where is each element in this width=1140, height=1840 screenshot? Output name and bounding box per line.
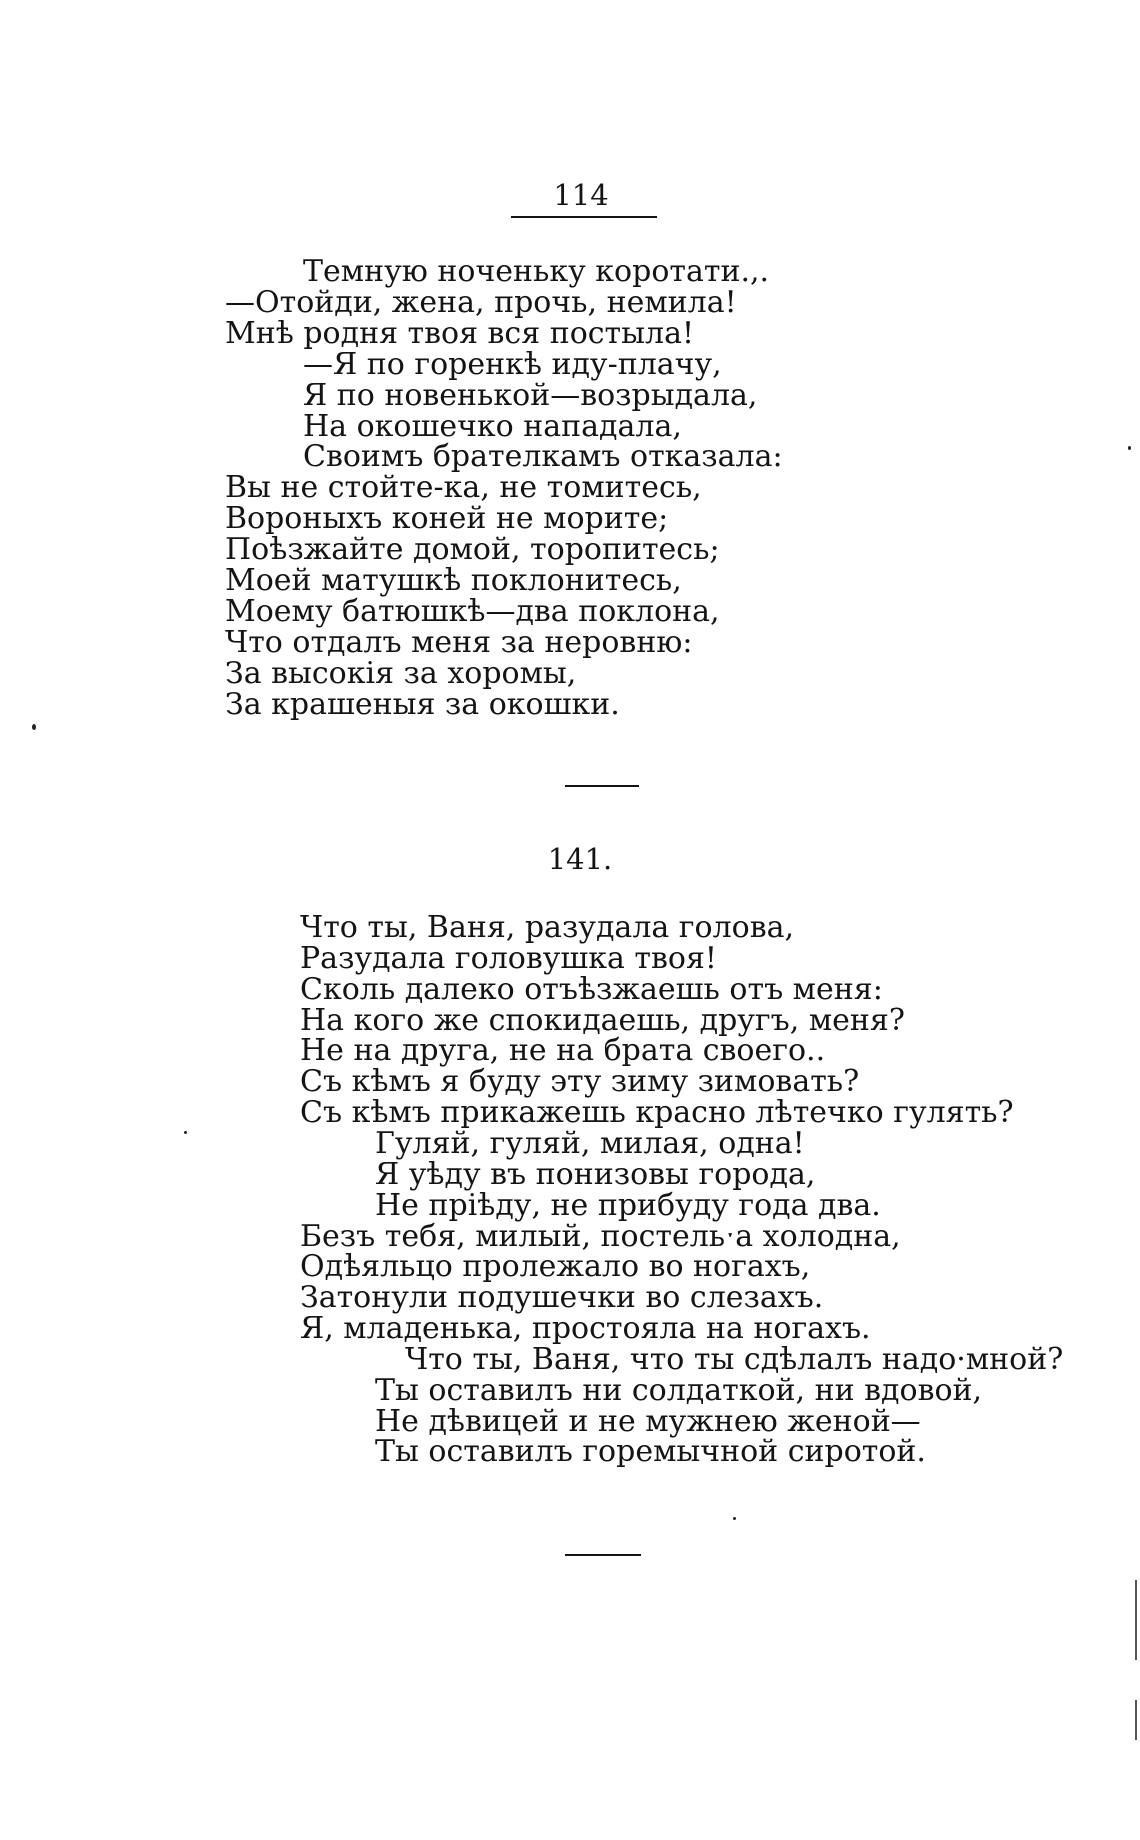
poem-line: Разудала головушка твоя!: [300, 940, 717, 976]
poem-line: Ты оставилъ ни солдаткой, ни вдовой,: [375, 1372, 983, 1408]
poem-line: За высокія за хоромы,: [225, 655, 577, 691]
page-number-underline: [511, 216, 657, 218]
poem-line: Моему батюшкѣ—два поклона,: [225, 593, 720, 629]
page-edge-mark: [1135, 1580, 1137, 1660]
poem-line: Поѣзжайте домой, торопитесь;: [225, 532, 720, 568]
poem-line: За крашеныя за окошки.: [225, 686, 620, 722]
poem-line: Своимъ брателкамъ отказала:: [303, 439, 783, 475]
poem-line: Что ты, Ваня, разудала голова,: [300, 910, 795, 945]
page-number: 114: [553, 178, 609, 212]
page-edge-mark: [1135, 1700, 1137, 1740]
poem-line: Что отдалъ меня за неровню:: [225, 624, 693, 660]
poem-line: Вы не стойте-ка, не томитесь,: [225, 470, 702, 506]
poem-line: Не дѣвицей и не мужнею женой—: [375, 1403, 921, 1439]
page-speck: [733, 1517, 736, 1520]
poem-line: Я, младенька, простояла на ногахъ.: [300, 1311, 871, 1347]
section-divider: [565, 785, 639, 787]
poem-line: На кого же спокидаешь, другъ, меня?: [300, 1002, 905, 1038]
poem-line: Не пріѣду, не прибуду года два.: [375, 1187, 881, 1223]
poem-line: Безъ тебя, милый, постельˑа холодна,: [300, 1218, 901, 1254]
poem-line: Вороныхъ коней не морите;: [225, 501, 669, 537]
poem-line: Я по новенькой—возрыдала,: [303, 377, 758, 413]
poem-line: Съ кѣмъ я буду эту зиму зимовать?: [300, 1064, 860, 1100]
page-speck: [1128, 446, 1131, 450]
poem-line: Мнѣ родня твоя вся постыла!: [225, 315, 695, 351]
end-divider: [565, 1554, 641, 1556]
poem-line: Затонули подушечки во слезахъ.: [300, 1280, 824, 1316]
poem-line: Не на друга, не на брата своего..: [300, 1033, 826, 1069]
poem-line: Ты оставилъ горемычной сиротой.: [375, 1434, 926, 1470]
poem-line: Что ты, Ваня, что ты сдѣлалъ надо·мной?: [405, 1341, 1064, 1377]
poem-line: Моей матушкѣ поклонитесь,: [225, 563, 682, 598]
poem-line: Сколь далеко отъѣзжаешь отъ меня:: [300, 971, 883, 1007]
poem-line: Съ кѣмъ прикажешь красно лѣтечко гулять?: [300, 1095, 1014, 1131]
poem-line: —Отойди, жена, прочь, немила!: [225, 284, 737, 320]
poem-line: —Я по горенкѣ иду-плачу,: [303, 346, 722, 382]
poem-line: Гуляй, гуляй, милая, одна!: [375, 1125, 805, 1161]
page-speck: [32, 724, 36, 730]
poem-line: Я уѣду въ понизовы города,: [375, 1156, 816, 1192]
poem-line: Темную ноченьку коротати.,.: [303, 254, 770, 289]
page-speck: [184, 1131, 187, 1134]
poem-line: На окошечко нападала,: [303, 408, 682, 444]
song-number: 141.: [547, 842, 613, 876]
poem-line: Одѣяльцо пролежало во ногахъ,: [300, 1249, 811, 1285]
